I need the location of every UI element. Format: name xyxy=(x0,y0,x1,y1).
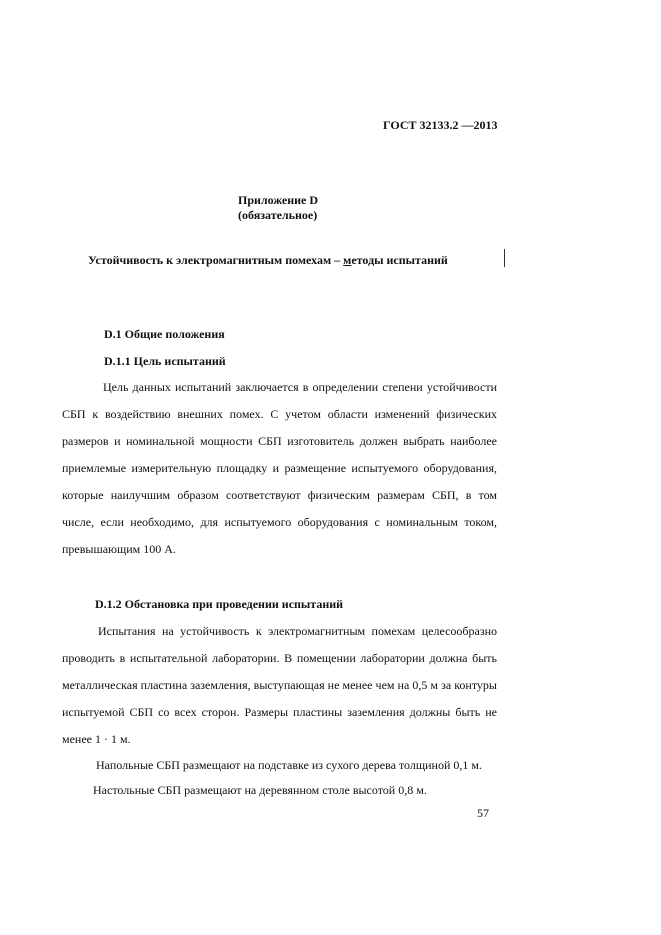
section-heading-d12: D.1.2 Обстановка при проведении испытаний xyxy=(95,597,344,611)
paragraph-line: металлическая пластина заземления, выступающая не менее чем на 0,5 м за контуры xyxy=(62,678,497,692)
appendix-title: Приложение D xyxy=(238,193,319,207)
paragraph-line: числе, если необходимо, для испытуемого оборудования с номинальным током, xyxy=(62,515,497,529)
title-part: Устойчивость к электромагнитным помехам – xyxy=(88,253,344,267)
section-heading-d1: D.1 Общие положения xyxy=(104,327,225,341)
title-underlined-letter: м xyxy=(343,253,352,267)
paragraph-line: менее 1 · 1 м. xyxy=(62,732,131,746)
paragraph-line: Настольные СБП размещают на деревянном столе высотой 0,8 м. xyxy=(93,783,427,797)
paragraph-line: Цель данных испытаний заключается в определении степени устойчивости xyxy=(103,380,497,394)
paragraph-line: приемлемые измерительную площадку и размещение испытуемого оборудования, xyxy=(62,461,497,475)
paragraph-line: размеров и номинальной мощности СБП изготовитель должен выбрать наиболее xyxy=(62,434,497,448)
section-heading-d11: D.1.1 Цель испытаний xyxy=(104,354,226,368)
paragraph-line: СБП к воздействию внешних помех. С учетом области изменений физических xyxy=(62,407,497,421)
paragraph-line: проводить в испытательной лаборатории. В помещении лаборатории должна быть xyxy=(62,651,497,665)
text-cursor xyxy=(504,249,505,267)
paragraph-line: испытуемой СБП со всех сторон. Размеры пластины заземления должны быть не xyxy=(62,705,497,719)
appendix-status: (обязательное) xyxy=(238,208,318,222)
paragraph-line: Испытания на устойчивость к электромагнитным помехам целесообразно xyxy=(98,624,497,638)
document-standard-header: ГОСТ 32133.2 —2013 xyxy=(383,118,498,132)
title-part: етоды испытаний xyxy=(351,253,448,267)
paragraph-line: Напольные СБП размещают на подставке из сухого дерева толщиной 0,1 м. xyxy=(96,758,482,772)
page-number: 57 xyxy=(477,806,489,820)
document-title xyxy=(88,253,448,267)
paragraph-line: превышающим 100 А. xyxy=(62,542,176,556)
paragraph-line: которые наилучшим образом соответствуют физическим размерам СБП, в том xyxy=(62,488,497,502)
